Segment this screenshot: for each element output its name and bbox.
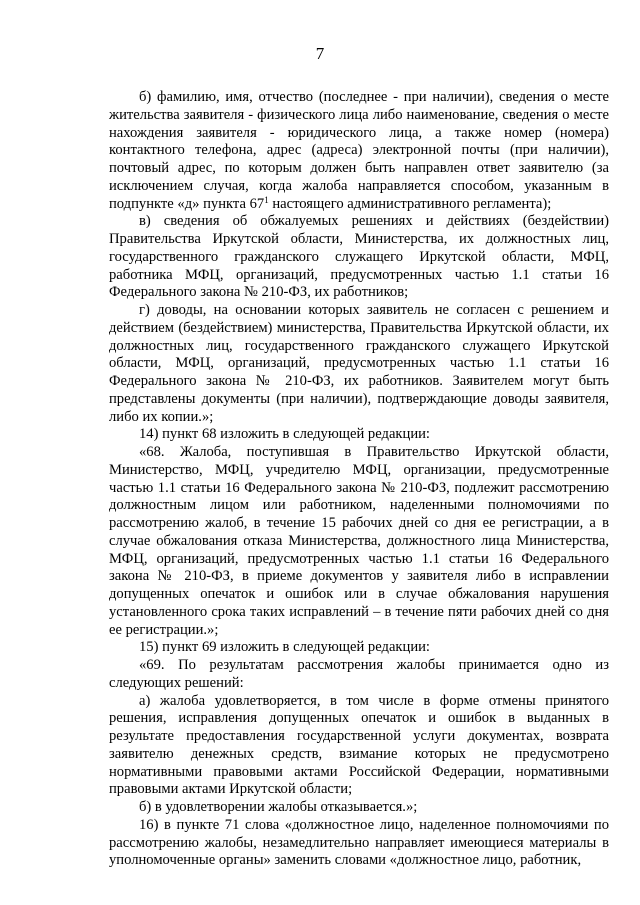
paragraph-15-amendment: 15) пункт 69 изложить в следующей редакции: <box>139 639 430 656</box>
paragraph-g-arguments: г) доводы, на основании которых заявитель не согласен с решением и действием (бездействием) министерства, Правительства Иркутской области, их должностных лиц, государственного гражданского служащего Иркутской области, МФЦ, организаций, предусмотренных частью 1.1 статьи 16 Федерального закона № 210-ФЗ, их работников. Заявителем могут быть представлены документы (при наличии), подтверждающие доводы заявителя, либо их копии.»; <box>109 302 609 425</box>
paragraph-16-amendment: 16) в пункте 71 слова «должностное лицо, наделенное полномочиями по рассмотрению жалобы, незамедлительно направляет имеющиеся материалы в уполномоченные органы» заменить словами «должностное лицо, работник, <box>109 816 609 869</box>
paragraph-v-appealed-decisions: в) сведения об обжалуемых решениях и действиях (бездействии) Правительства Иркутской области, Министерства, их должностных лиц, государственного гражданского служащего Иркутской области, МФЦ, работника МФЦ, организаций, предусмотренных частью 1.1 статьи 16 Федерального закона № 210-ФЗ, их работников; <box>109 213 609 301</box>
page-number: 7 <box>315 44 325 63</box>
document-body <box>109 89 609 870</box>
superscript-index: 1 <box>264 194 269 205</box>
paragraph-68-text: «68. Жалоба, поступившая в Правительство Иркутской области, Министерство, МФЦ, учредителю МФЦ, организации, предусмотренные частью 1.1 статьи 16 Федерального закона № 210-ФЗ, подлежит рассмотрению должностным лицом или работником, наделенными полномочиями по рассмотрению жалоб, в течение 15 рабочих дней со дня ее регистрации, а в случае обжалования отказа Министерства, должностного лица Министерства, МФЦ, организаций, предусмотренных частью 1.1 статьи 16 Федерального закона № 210-ФЗ, в приеме документов у заявителя либо в исправлении допущенных опечаток и ошибок или в случае обжалования нарушения установленного срока таких исправлений – в течение пяти рабочих дней со дня ее регистрации.»; <box>109 444 609 638</box>
paragraph-69-text: «69. По результатам рассмотрения жалобы принимается одно из следующих решений: <box>109 657 609 691</box>
paragraph-b-applicant-details: б) фамилию, имя, отчество (последнее - при наличии), сведения о месте жительства заявителя - физического лица либо наименование, сведения о месте нахождения заявителя - юридического лица, а также номер (номера) контактного телефона, адрес (адреса) электронной почты (при наличии), почтовый адрес, по которым должен быть направлен ответ заявителю (за исключением случая, когда жалоба направляется способом, указанным в подпункте «д» пункта $67^1$ настоящего административного регламента); <box>109 89 609 212</box>
paragraph-14-amendment: 14) пункт 68 изложить в следующей редакции: <box>139 426 430 443</box>
paragraph-b-complaint-refused: б) в удовлетворении жалобы отказывается.»; <box>139 799 418 815</box>
paragraph-a-complaint-satisfied: а) жалоба удовлетворяется, в том числе в форме отмены принятого решения, исправления допущенных опечаток и ошибок в выданных в результате предоставления государственной услуги документах, возврата заявителю денежных средств, взимание которых не предусмотрено нормативными правовыми актами Российской Федерации, нормативными правовыми актами Иркутской области; <box>109 692 609 798</box>
